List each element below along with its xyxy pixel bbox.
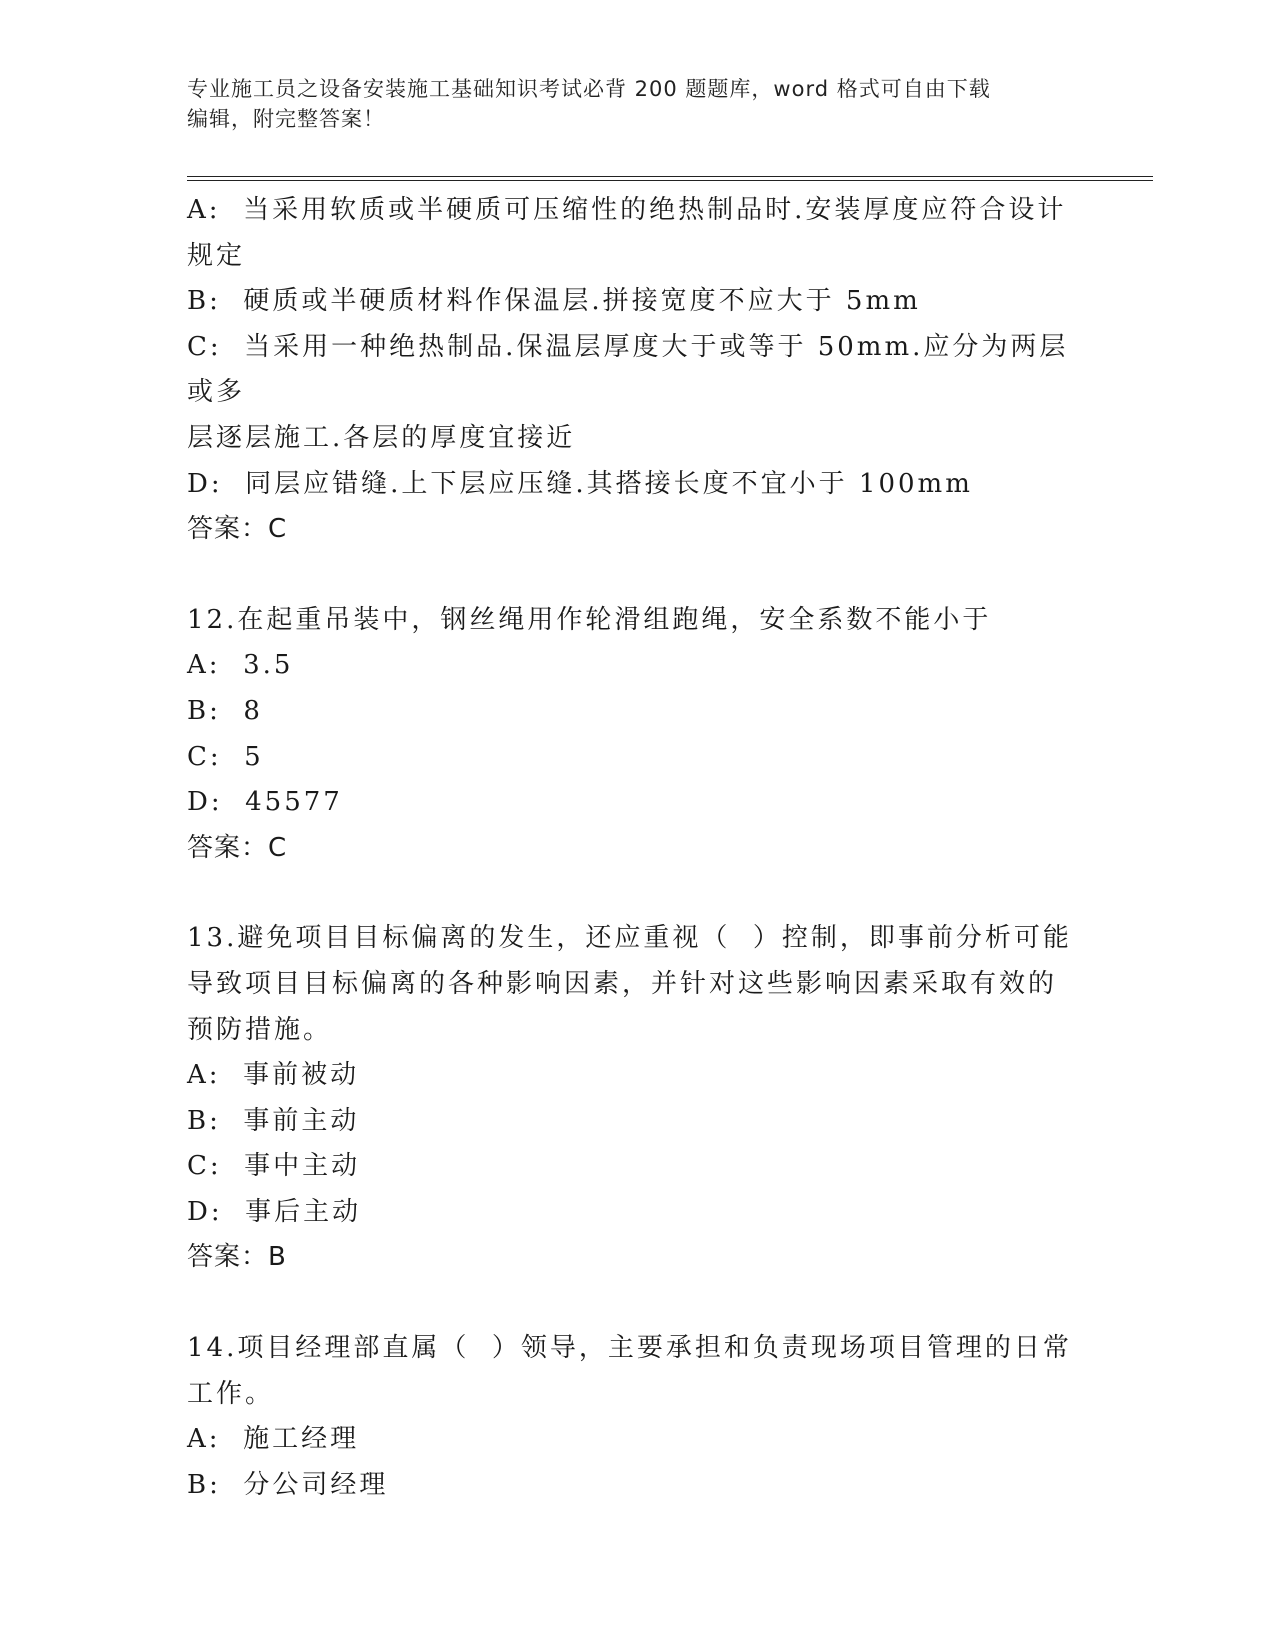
question-12 xyxy=(187,598,1087,872)
question-list xyxy=(187,188,1087,1508)
question-text: 14.项目经理部直属（ ）领导，主要承担和负责现场项目管理的日常 xyxy=(187,1333,1072,1364)
spacer xyxy=(187,871,1087,916)
question-text-continued: 预防措施。 xyxy=(187,1014,333,1045)
answer: 答案：C xyxy=(187,514,288,545)
question-text-continued: 导致项目目标偏离的各种影响因素，并针对这些影响因素采取有效的 xyxy=(187,968,1058,999)
question-13 xyxy=(187,916,1087,1281)
spacer xyxy=(187,553,1087,598)
spacer xyxy=(187,1281,1087,1326)
option-a: A: 当采用软质或半硬质可压缩性的绝热制品时.安装厚度应符合设计 xyxy=(187,195,1067,225)
answer: 答案：B xyxy=(187,1242,287,1273)
option-a: A: 3.5 xyxy=(187,650,294,681)
option-c: C: 当采用一种绝热制品.保温层厚度大于或等于 50mm.应分为两层或多 xyxy=(187,331,1069,408)
option-b: B: 硬质或半硬质材料作保温层.拼接宽度不应大于 5mm xyxy=(187,286,921,317)
option-b: B: 事前主动 xyxy=(187,1105,360,1136)
document-header xyxy=(187,74,1067,134)
option-d: D: 45577 xyxy=(187,787,343,818)
option-c: C: 5 xyxy=(187,741,264,772)
header-divider xyxy=(187,176,1153,181)
question-text: 13.避免项目目标偏离的发生，还应重视（ ）控制，即事前分析可能 xyxy=(187,923,1072,954)
option-d: D: 事后主动 xyxy=(187,1196,362,1227)
answer: 答案：C xyxy=(187,832,288,863)
question-text: 12.在起重吊装中，钢丝绳用作轮滑组跑绳，安全系数不能小于 xyxy=(187,604,992,635)
option-a-continued: 规定 xyxy=(187,240,246,271)
header-title-line-2: 编辑，附完整答案！ xyxy=(187,107,385,131)
option-a: A: 施工经理 xyxy=(187,1424,360,1455)
option-b: B: 8 xyxy=(187,695,263,726)
option-c-continued: 层逐层施工.各层的厚度宜接近 xyxy=(187,422,576,453)
question-11 xyxy=(187,188,1087,553)
option-d: D: 同层应错缝.上下层应压缝.其搭接长度不宜小于 100mm xyxy=(187,468,973,499)
option-b: B: 分公司经理 xyxy=(187,1469,389,1500)
header-title-line-1: 专业施工员之设备安装施工基础知识考试必背 200 题题库，word 格式可自由下载 xyxy=(187,77,991,101)
option-c: C: 事中主动 xyxy=(187,1151,361,1182)
question-text-continued: 工作。 xyxy=(187,1378,275,1409)
option-a: A: 事前被动 xyxy=(187,1060,360,1091)
question-14 xyxy=(187,1326,1087,1508)
